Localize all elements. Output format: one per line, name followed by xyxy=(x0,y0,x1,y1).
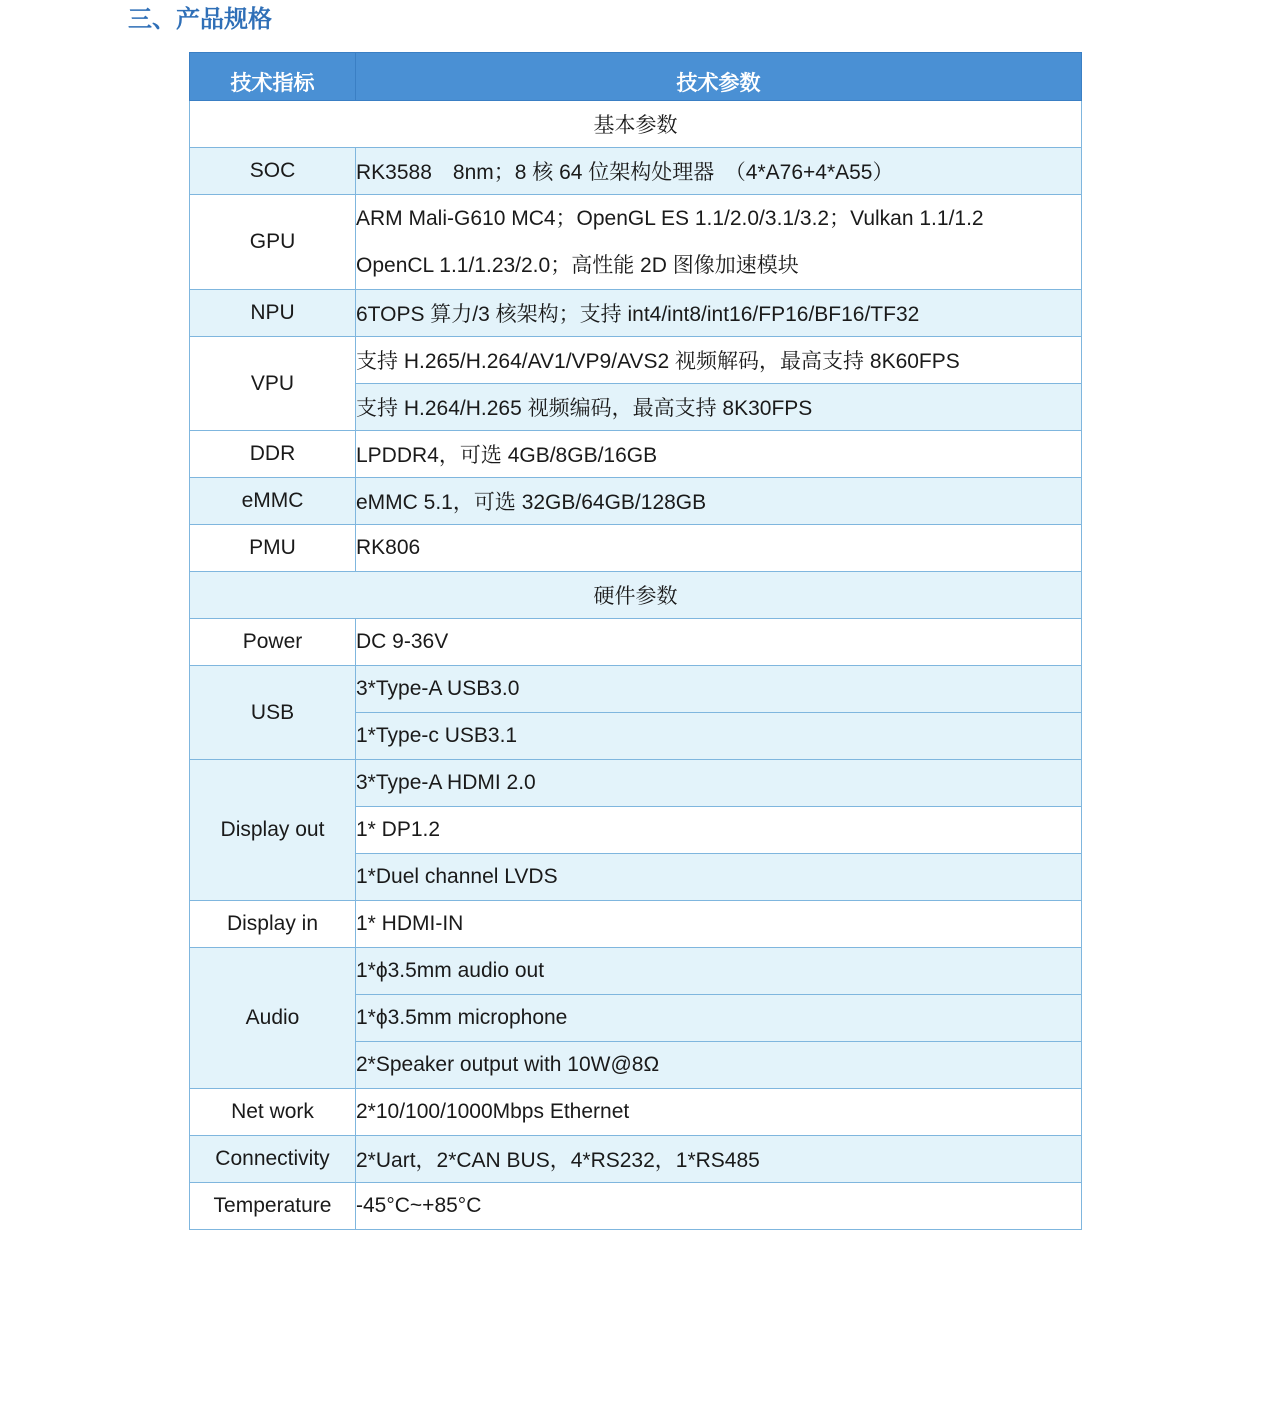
table-row-gpu xyxy=(190,195,1082,290)
table-row-display-out xyxy=(190,760,1082,807)
table-row-npu xyxy=(190,290,1082,337)
spec-value-display-out-2: 1* DP1.2 xyxy=(356,807,1082,854)
spec-value-soc: RK3588 8nm；8 核 64 位架构处理器 （4*A76+4*A55） xyxy=(356,148,1082,195)
table-row-emmc xyxy=(190,478,1082,525)
spec-value-usb-2: 1*Type-c USB3.1 xyxy=(356,713,1082,760)
spec-value-gpu-line2: OpenCL 1.1/1.23/2.0；高性能 2D 图像加速模块 xyxy=(356,254,799,277)
table-row-temperature xyxy=(190,1183,1082,1230)
spec-key-pmu: PMU xyxy=(190,525,356,572)
spec-value-usb-1: 3*Type-A USB3.0 xyxy=(356,666,1082,713)
spec-value-vpu-decode: 支持 H.265/H.264/AV1/VP9/AVS2 视频解码，最高支持 8K60FPS xyxy=(356,337,1082,384)
section-title: 三、产品规格 xyxy=(128,6,272,33)
section-row-hardware xyxy=(190,572,1082,619)
header-spec-params: 技术参数 xyxy=(356,53,1082,101)
spec-value-audio-2: 1*ϕ3.5mm microphone xyxy=(356,995,1082,1042)
table-header-row xyxy=(190,53,1082,101)
table-row-soc xyxy=(190,148,1082,195)
spec-value-power: DC 9-36V xyxy=(356,619,1082,666)
spec-key-npu: NPU xyxy=(190,290,356,337)
section-basic-label: 基本参数 xyxy=(190,101,1082,148)
spec-key-display-in: Display in xyxy=(190,901,356,948)
table-row-vpu xyxy=(190,337,1082,384)
spec-value-temperature: -45°C~+85°C xyxy=(356,1183,1082,1230)
table-row-usb xyxy=(190,666,1082,713)
table-row-power xyxy=(190,619,1082,666)
spec-key-emmc: eMMC xyxy=(190,478,356,525)
table-row-display-in xyxy=(190,901,1082,948)
header-spec-item: 技术指标 xyxy=(190,53,356,101)
table-row-ddr xyxy=(190,431,1082,478)
spec-value-pmu: RK806 xyxy=(356,525,1082,572)
spec-key-audio: Audio xyxy=(190,948,356,1089)
spec-value-audio-3: 2*Speaker output with 10W@8Ω xyxy=(356,1042,1082,1089)
spec-key-temperature: Temperature xyxy=(190,1183,356,1230)
spec-key-connectivity: Connectivity xyxy=(190,1136,356,1183)
spec-key-gpu: GPU xyxy=(190,195,356,290)
spec-value-display-out-1: 3*Type-A HDMI 2.0 xyxy=(356,760,1082,807)
spec-key-usb: USB xyxy=(190,666,356,760)
section-row-basic xyxy=(190,101,1082,148)
table-row-connectivity xyxy=(190,1136,1082,1183)
table-row-pmu xyxy=(190,525,1082,572)
spec-value-gpu xyxy=(356,195,1082,290)
spec-value-display-out-3: 1*Duel channel LVDS xyxy=(356,854,1082,901)
spec-value-audio-1: 1*ϕ3.5mm audio out xyxy=(356,948,1082,995)
spec-value-display-in: 1* HDMI-IN xyxy=(356,901,1082,948)
spec-value-npu: 6TOPS 算力/3 核架构；支持 int4/int8/int16/FP16/BF16/TF32 xyxy=(356,290,1082,337)
spec-key-network: Net work xyxy=(190,1089,356,1136)
spec-value-network: 2*10/100/1000Mbps Ethernet xyxy=(356,1089,1082,1136)
spec-value-gpu-line1: ARM Mali-G610 MC4；OpenGL ES 1.1/2.0/3.1/3.2；Vulkan 1.1/1.2 xyxy=(356,207,984,230)
spec-table xyxy=(189,52,1082,1230)
spec-value-vpu-encode: 支持 H.264/H.265 视频编码，最高支持 8K30FPS xyxy=(356,384,1082,431)
spec-value-connectivity: 2*Uart，2*CAN BUS，4*RS232，1*RS485 xyxy=(356,1136,1082,1183)
table-row-audio xyxy=(190,948,1082,995)
table-row-network xyxy=(190,1089,1082,1136)
spec-key-power: Power xyxy=(190,619,356,666)
section-hardware-label: 硬件参数 xyxy=(190,572,1082,619)
spec-key-display-out: Display out xyxy=(190,760,356,901)
spec-key-ddr: DDR xyxy=(190,431,356,478)
spec-value-emmc: eMMC 5.1，可选 32GB/64GB/128GB xyxy=(356,478,1082,525)
spec-value-ddr: LPDDR4，可选 4GB/8GB/16GB xyxy=(356,431,1082,478)
spec-key-vpu: VPU xyxy=(190,337,356,431)
spec-key-soc: SOC xyxy=(190,148,356,195)
